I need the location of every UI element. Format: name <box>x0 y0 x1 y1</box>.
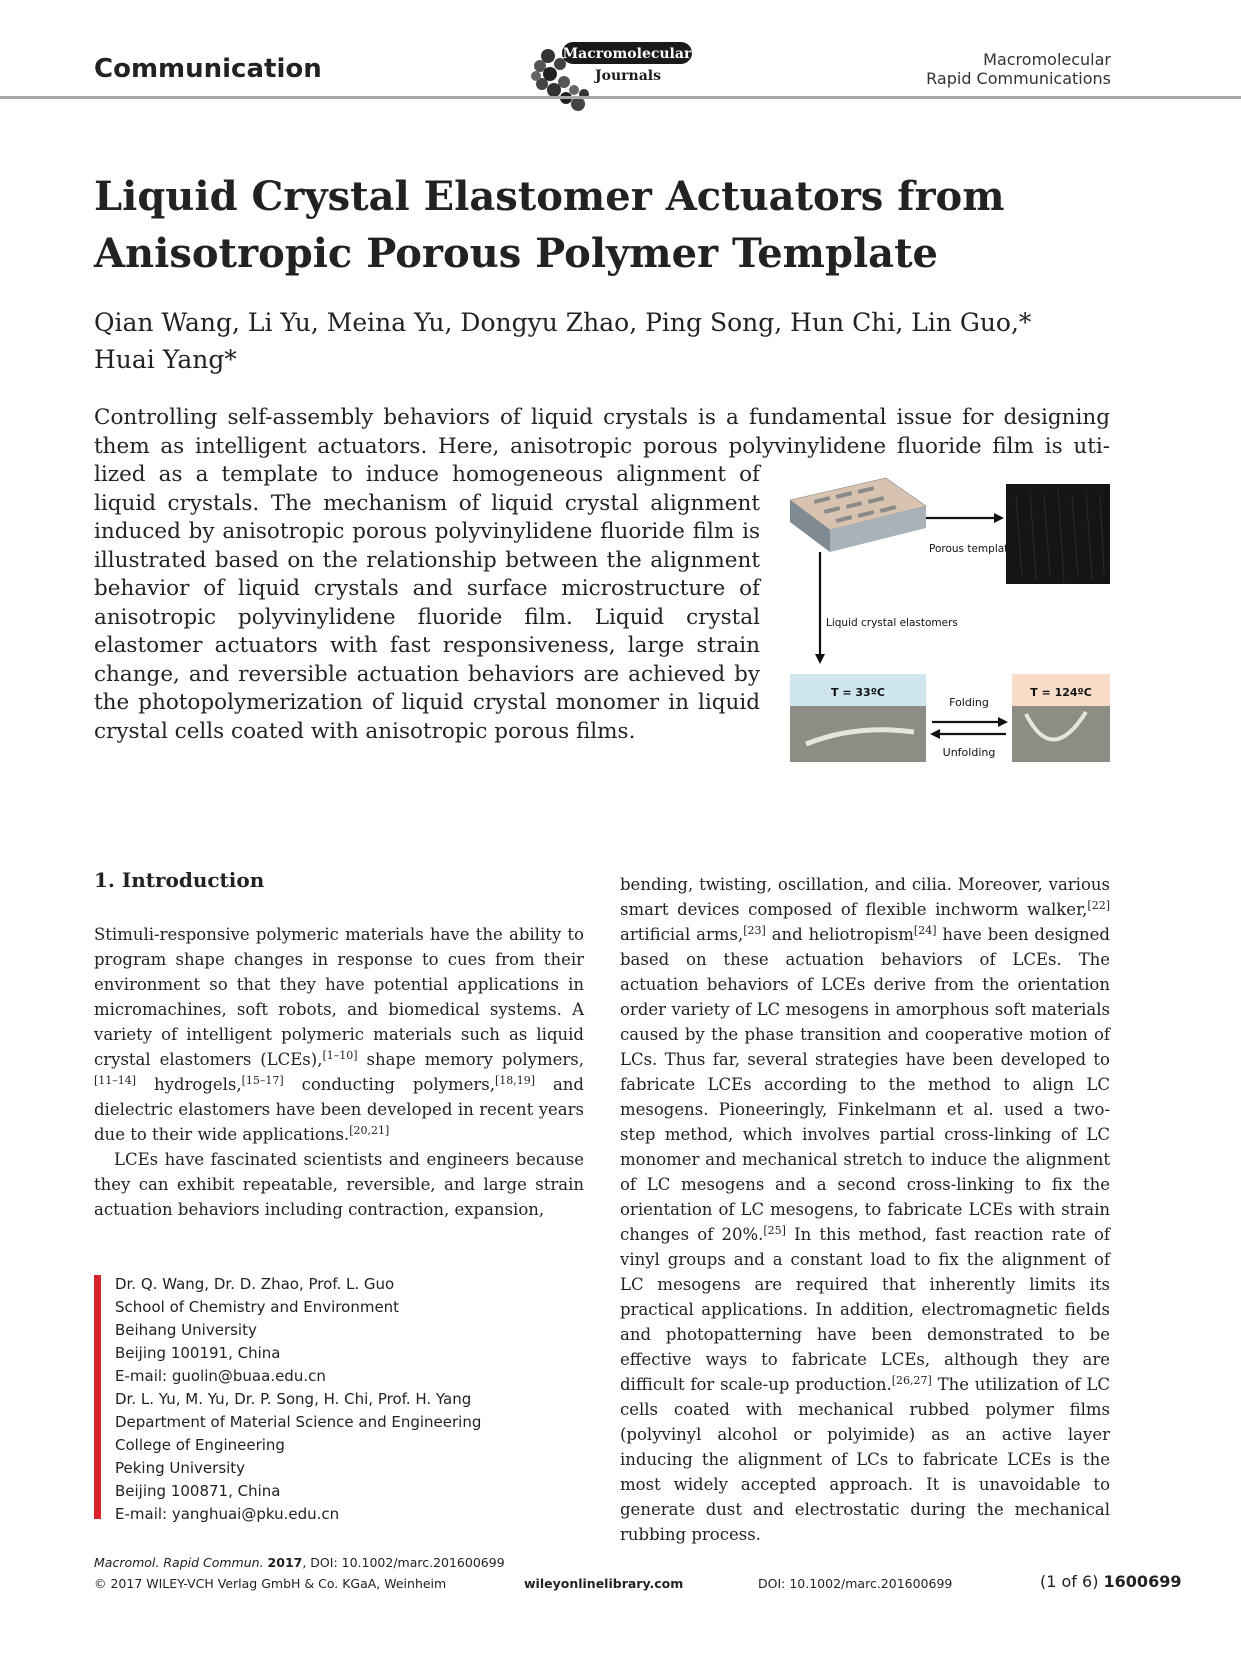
arrowhead-icon <box>930 729 940 739</box>
footer-citation <box>94 1555 505 1570</box>
template-block <box>790 478 926 552</box>
arrowhead-icon <box>994 513 1004 523</box>
affiliation-line: Beihang University <box>115 1321 257 1339</box>
title-line: Liquid Crystal Elastomer Actuators from <box>94 173 1005 220</box>
citation[interactable]: [1–10] <box>322 1049 358 1062</box>
website-link[interactable]: wileyonlinelibrary.com <box>524 1576 684 1591</box>
text-run: have been designed based on these actuation behaviors of LCEs. The actuation behaviors of LCEs derive from the orientation order variety of LC mesogens in amorphous soft materials caused by the phase transition and cooperative motion of LCs. Thus far, several strategies have been developed to fabricate LCEs according to the method to align LC mesogens. Pioneeringly, Finkelmann et al. used a two-step method, which involves partial cross-linking of LC monomer and mechanical stretch to induce the alignment of LC mesogens and a second cross-linking to fix the orientation of LC mesogens, to fabricate LCEs with strain changes of 20%. <box>620 925 1110 1244</box>
citation[interactable]: [15–17] <box>241 1074 284 1087</box>
email-link[interactable]: E-mail: yanghuai@pku.edu.cn <box>115 1505 340 1523</box>
journal-abbrev: Macromol. Rapid Commun. <box>94 1555 264 1570</box>
unfolding-label: Unfolding <box>942 746 996 759</box>
temp-low-label: T = 33ºC <box>831 686 885 699</box>
affiliation-line: Beijing 100871, China <box>115 1482 281 1500</box>
affiliation-line: Peking University <box>115 1459 246 1477</box>
affiliation-block <box>115 1273 481 1526</box>
doi-ref: , DOI: 10.1002/marc.201600699 <box>302 1555 505 1570</box>
text-run: bending, twisting, oscillation, and cilia. Moreover, various smart devices composed of flexible inchworm walker, <box>620 875 1110 919</box>
year: 2017 <box>267 1555 303 1570</box>
toc-graphic <box>786 476 1112 776</box>
journal-logo <box>520 34 700 118</box>
page-number <box>1040 1572 1181 1591</box>
authors-line: Huai Yang* <box>94 345 237 374</box>
abstract-line: Controlling self-assembly behaviors of liquid crystals is a fundamental issue for designing <box>94 405 1110 430</box>
abstract-full-width <box>94 404 1110 461</box>
section-heading: 1. Introduction <box>94 868 265 892</box>
logo-text-main: Macromolecular <box>562 46 692 62</box>
citation[interactable]: [26,27] <box>891 1374 932 1387</box>
citation[interactable]: [11–14] <box>94 1074 137 1087</box>
text-run: shape memory polymers, <box>357 1050 584 1069</box>
affiliation-line: Department of Material Science and Engineering <box>115 1413 482 1431</box>
journal-name <box>926 50 1111 88</box>
title-line: Anisotropic Porous Polymer Template <box>94 230 939 277</box>
article-number: 1600699 <box>1103 1572 1182 1591</box>
affiliation-line: Dr. L. Yu, M. Yu, Dr. P. Song, H. Chi, Prof. H. Yang <box>115 1390 472 1408</box>
affiliation-line: Dr. Q. Wang, Dr. D. Zhao, Prof. L. Guo <box>115 1275 395 1293</box>
citation[interactable]: [25] <box>763 1224 786 1237</box>
body-column-right <box>620 872 1110 1547</box>
photo-low <box>790 706 926 762</box>
text-run: and heliotropism <box>765 925 914 944</box>
affiliation-line: College of Engineering <box>115 1436 285 1454</box>
page-of: (1 of 6) <box>1040 1572 1099 1591</box>
text-run: hydrogels, <box>136 1075 242 1094</box>
lce-label: Liquid crystal elastomers <box>826 617 958 629</box>
affiliation-accent-bar <box>94 1275 101 1519</box>
citation[interactable]: [23] <box>743 924 766 937</box>
folding-label: Folding <box>949 696 989 709</box>
affiliation-line: Beijing 100191, China <box>115 1344 281 1362</box>
text-run: and dielectric elastomers have been developed in recent years due to their wide applications. <box>94 1075 584 1144</box>
arrowhead-icon <box>815 654 825 664</box>
footer-copyright: © 2017 WILEY-VCH Verlag GmbH & Co. KGaA, Weinheim <box>94 1576 447 1591</box>
author-list <box>94 304 1154 378</box>
paragraph <box>620 872 1110 1547</box>
paragraph: LCEs have fascinated scientists and engineers because they can exhibit repeatable, reversible, and large strain actuation behaviors including contraction, expansion, <box>94 1150 584 1219</box>
section-label: Communication <box>94 54 322 84</box>
email-link[interactable]: E-mail: guolin@buaa.edu.cn <box>115 1367 326 1385</box>
article-title <box>94 168 1094 282</box>
text-run: conducting polymers, <box>283 1075 495 1094</box>
authors-line: Qian Wang, Li Yu, Meina Yu, Dongyu Zhao, Ping Song, Hun Chi, Lin Guo,* <box>94 308 1032 337</box>
abstract-line: them as intelligent actuators. Here, anisotropic porous polyvinylidene fluoride film is uti- <box>94 433 1110 459</box>
citation[interactable]: [24] <box>913 924 937 937</box>
text-run: Stimuli-responsive polymeric materials have the ability to program shape changes in response to cues from their environment so that they have potential applications in micromachines, soft robots, and biomedical systems. A variety of intelligent polymeric materials such as liquid crystal elastomers (LCEs), <box>94 925 584 1069</box>
journal-name-line: Rapid Communications <box>926 69 1111 88</box>
text-run: The utilization of LC cells coated with mechanical rubbed polymer films (polyvinyl alcohol or polyimide) as an active layer inducing the alignment of LCs to fabricate LCEs is the most widely accepted approach. It is unavoidable to generate dust and electrostatic during the mechanical rubbing process. <box>620 1375 1110 1544</box>
citation[interactable]: [20,21] <box>349 1124 390 1137</box>
abstract-body: lized as a template to induce homogeneous alignment of liquid crystals. The mechanism of liquid crystal alignment induced by anisotropic porous polyvinylidene fluoride film is illustrated based on the relationship between the alignment behavior of liquid crystals and surface microstructure of anisotropic polyvinylidene fluoride film. Liquid crystal elastomer actuators with fast responsiveness, large strain change, and reversible actuation behaviors are achieved by the photopolymerization of liquid crystal monomer in liquid crystal cells coated with anisotropic porous films. <box>94 462 760 744</box>
citation[interactable]: [18,19] <box>494 1074 536 1087</box>
footer-doi: DOI: 10.1002/marc.201600699 <box>758 1576 953 1591</box>
logo-text-sub: Journals <box>595 68 661 84</box>
affiliation-line: School of Chemistry and Environment <box>115 1298 400 1316</box>
temp-high-label: T = 124ºC <box>1030 686 1092 699</box>
header-rule <box>0 96 1241 99</box>
paragraph <box>94 922 584 1147</box>
body-column-left <box>94 922 584 1222</box>
citation[interactable]: [22] <box>1087 899 1110 912</box>
porous-template-label: Porous template <box>929 543 1015 555</box>
text-run: In this method, fast reaction rate of vinyl groups and a constant load to fix the alignment of LC mesogens are required that inherently limits its practical applications. In addition, electromagnetic fields and photopatterning have been demonstrated to be effective ways to fabricate LCEs, although they are difficult for scale-up production. <box>620 1225 1110 1394</box>
journal-name-line: Macromolecular <box>983 50 1111 69</box>
arrowhead-icon <box>998 717 1008 727</box>
text-run: artificial arms, <box>620 925 744 944</box>
